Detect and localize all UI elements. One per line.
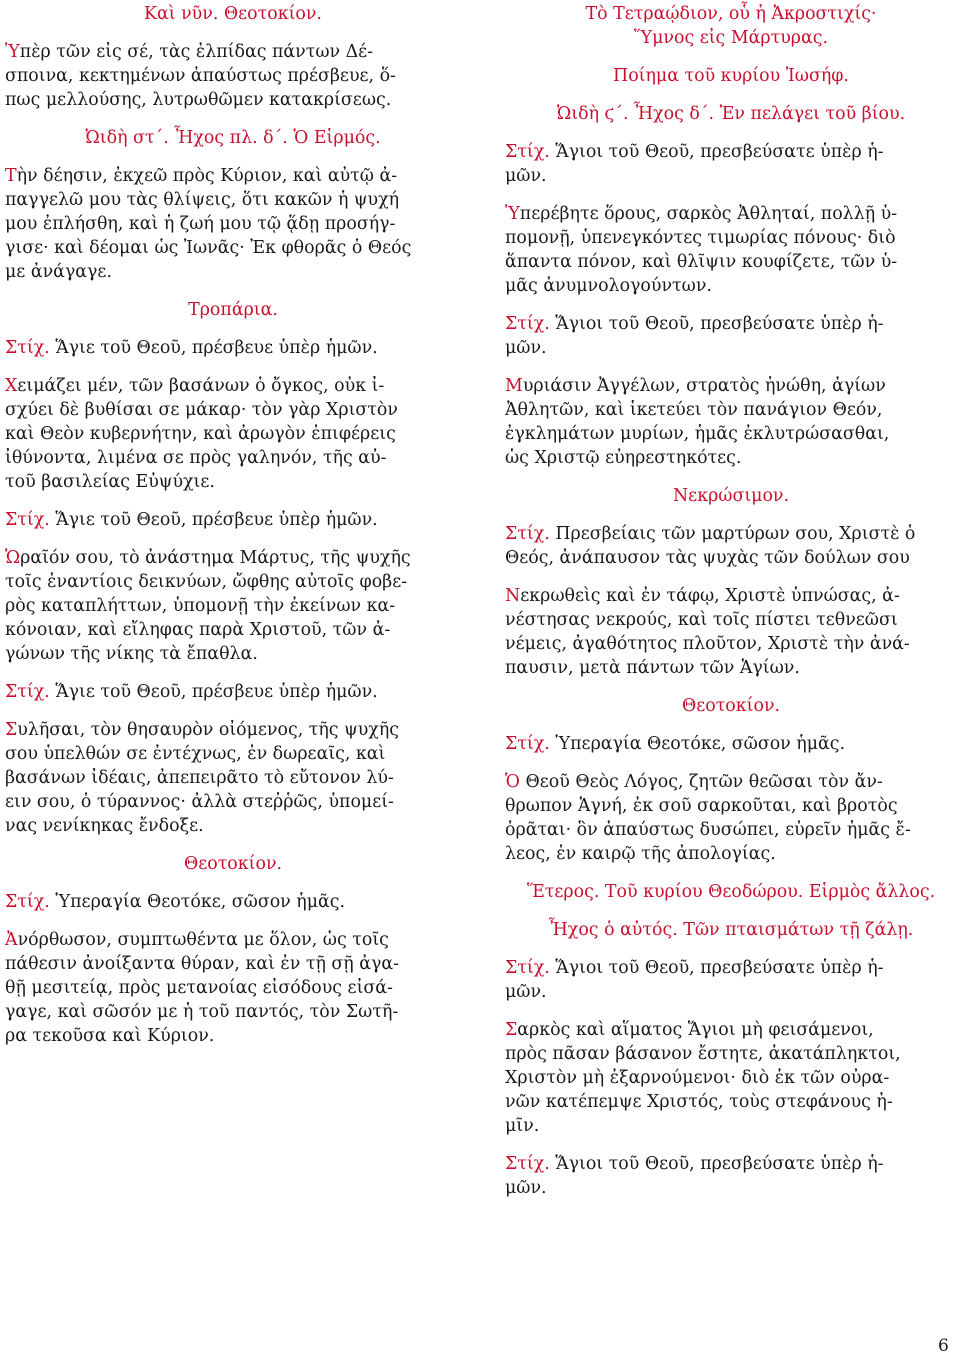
text-line	[505, 1114, 957, 1138]
text-line	[5, 718, 461, 742]
line-text: ὴν δέησιν, ἐκχεῶ πρὸς Κύριον, καὶ αὐτῷ ἀ-	[16, 166, 398, 186]
line-text: θρωπον Ἁγνή, ἐκ σοῦ σαρκοῦται, καὶ βροτὸς	[505, 796, 898, 816]
troparion-paragraph	[505, 202, 957, 298]
page-number: 6	[938, 1336, 949, 1356]
text-line	[5, 570, 461, 594]
stich-line	[505, 732, 957, 756]
line-text: πως μελλούσης, λυτρωθῶμεν κατακρίσεως.	[5, 90, 392, 110]
line-text: μῖν.	[505, 1116, 540, 1136]
line-text: τοῖς ἐναντίοις δεικνύων, ὤφθης αὐτοῖς φοβε-	[5, 572, 408, 592]
text-line	[5, 952, 461, 976]
text-line	[5, 790, 461, 814]
line-text: παγγελῶ μου τὰς θλίψεις, ὅτι κακῶν ἡ ψυχή	[5, 190, 400, 210]
section-heading	[505, 2, 957, 50]
stich-label: Στίχ.	[5, 892, 50, 912]
line-text: ἅπαντα πόνον, καὶ θλῖψιν κουφίζετε, τῶν ὑ-	[505, 252, 898, 272]
line-text: πομονῇ, ὑπενεγκόντες τιμωρίας πόνους· διὸ	[505, 228, 896, 248]
text-line	[505, 202, 957, 226]
text-line	[5, 928, 461, 952]
heading-line: Θεοτοκίον.	[681, 696, 781, 716]
text-line	[5, 212, 461, 236]
text-line	[505, 1018, 957, 1042]
line-text: βασάνων ἰδέαις, ἀπεπειρᾶτο τὸ εὔτονον λύ-	[5, 768, 394, 788]
stich-verse	[505, 522, 957, 570]
text-line	[5, 766, 461, 790]
line-text: λεος, ἐν καιρῷ τῆς ἀπολογίας.	[505, 844, 776, 864]
stich-verse	[5, 890, 461, 914]
line-text: εκρωθεὶς καὶ ἐν τάφῳ, Χριστὲ ὑπνώσας, ἀ-	[520, 586, 900, 606]
stich-label: Στίχ.	[505, 524, 550, 544]
text-line	[505, 608, 957, 632]
stich-label: Στίχ.	[505, 958, 550, 978]
text-line	[505, 818, 957, 842]
stich-text: μῶν.	[505, 338, 547, 358]
stich-label: Στίχ.	[5, 682, 50, 702]
text-line	[505, 842, 957, 866]
text-line	[505, 584, 957, 608]
text-line	[505, 274, 957, 298]
initial-letter: Σ	[5, 720, 18, 740]
text-line	[5, 742, 461, 766]
troparion-paragraph	[505, 374, 957, 470]
section-heading	[5, 852, 461, 876]
troparion-paragraph	[5, 164, 461, 284]
heading-line: Τροπάρια.	[188, 300, 278, 320]
troparion-paragraph	[5, 546, 461, 666]
text-line	[5, 398, 461, 422]
initial-letter: Ὑ	[505, 204, 520, 224]
text-line	[5, 618, 461, 642]
text-line	[5, 446, 461, 470]
text-line	[505, 1042, 957, 1066]
line-text: ειμάζει μέν, τῶν βασάνων ὁ ὄγκος, οὐκ ἰ-	[17, 376, 385, 396]
stich-line	[505, 1152, 957, 1176]
text-line	[5, 814, 461, 838]
line-text: Ἀθλητῶν, καὶ ἱκετεύει τὸν πανάγιον Θεόν,	[505, 400, 883, 420]
text-line	[5, 188, 461, 212]
line-text: γαγε, καὶ σῶσόν με ἡ τοῦ παντός, τὸν Σωτῆ-	[5, 1002, 399, 1022]
section-heading	[505, 484, 957, 508]
troparion-paragraph	[505, 1018, 957, 1138]
stich-line	[505, 956, 957, 980]
stich-label: Στίχ.	[505, 314, 550, 334]
line-text: μᾶς ἀνυμνολογούντων.	[505, 276, 712, 296]
text-line	[5, 164, 461, 188]
line-text: ὡς Χριστῷ εὐηρεστηκότες.	[505, 448, 742, 468]
text-line	[5, 88, 461, 112]
heading-line: Νεκρώσιμον.	[672, 486, 790, 506]
stich-line	[5, 680, 461, 704]
stich-text: Πρεσβείαις τῶν μαρτύρων σου, Χριστὲ ὁ	[549, 524, 916, 544]
line-text: πρὸς πᾶσαν βάσανον ἔστητε, ἀκατάπληκτοι,	[505, 1044, 901, 1064]
text-line	[505, 226, 957, 250]
stich-label: Στίχ.	[5, 338, 50, 358]
text-line	[5, 422, 461, 446]
heading-line: Θεοτοκίον.	[183, 854, 283, 874]
line-text: νόρθωσον, συμπτωθέντα με ὅλον, ὡς τοῖς	[17, 930, 389, 950]
troparion-paragraph	[5, 40, 461, 112]
text-line	[5, 40, 461, 64]
stich-line	[505, 522, 957, 546]
line-text: νῶν κατέπεμψε Χριστός, τοὺς στεφάνους ἡ-	[505, 1092, 893, 1112]
line-text: καὶ Θεὸν κυβερνήτην, καὶ ἀρωγὸν ἐπιφέρεις	[5, 424, 396, 444]
stich-text: μῶν.	[505, 166, 547, 186]
right-column	[505, 2, 957, 1200]
stich-text: Θεός, ἀνάπαυσον τὰς ψυχὰς τῶν δούλων σου	[505, 548, 910, 568]
text-line	[505, 1090, 957, 1114]
line-text: σου ὑπελθών σε ἐντέχνως, ἐν δωρεαῖς, καὶ	[5, 744, 386, 764]
text-line	[505, 398, 957, 422]
heading-line: Τὸ Τετραῴδιον, οὗ ἡ Ἀκροστιχίς·	[585, 4, 877, 24]
line-text: σποινα, κεκτημένων ἀπαύστως πρέσβευε, ὅ-	[5, 66, 396, 86]
stich-verse	[5, 680, 461, 704]
initial-letter: Τ	[5, 166, 17, 186]
line-text: θῇ μεσιτείᾳ, πρὸς μετανοίας εἰσόδους εἰσά-	[5, 978, 393, 998]
heading-line: Ὕμνος εἰς Μάρτυρας.	[633, 28, 829, 48]
line-text: γισε· καὶ δέομαι ὡς Ἰωνᾶς· Ἐκ φθορᾶς ὁ Θεός	[5, 238, 412, 258]
stich-text: Ἅγιε τοῦ Θεοῦ, πρέσβευε ὑπὲρ ἡμῶν.	[49, 510, 378, 530]
text-line	[505, 656, 957, 680]
stich-text: Ἅγιε τοῦ Θεοῦ, πρέσβευε ὑπὲρ ἡμῶν.	[49, 682, 378, 702]
troparion-paragraph	[5, 718, 461, 838]
text-line	[5, 546, 461, 570]
stich-verse	[505, 1152, 957, 1200]
text-line	[505, 446, 957, 470]
section-heading	[505, 64, 957, 88]
text-line	[5, 594, 461, 618]
heading-line: Καὶ νῦν. Θεοτοκίον.	[144, 4, 322, 24]
stich-line	[5, 508, 461, 532]
text-line	[5, 470, 461, 494]
text-line	[505, 250, 957, 274]
heading-line: Ἕτερος. Τοῦ κυρίου Θεοδώρου. Εἱρμὸς ἄλλος.	[526, 882, 936, 902]
stich-verse	[505, 956, 957, 1004]
line-text: σχύει δὲ βυθίσαι σε μάκαρ· τὸν γὰρ Χριστὸν	[5, 400, 398, 420]
section-heading	[505, 694, 957, 718]
line-text: ραῖόν σου, τὸ ἀνάστημα Μάρτυς, τῆς ψυχῆς	[20, 548, 411, 568]
left-column	[5, 2, 461, 1048]
stich-line	[505, 312, 957, 336]
text-line	[5, 1000, 461, 1024]
text-line	[5, 236, 461, 260]
stich-verse	[505, 732, 957, 756]
stich-text: Ἅγιοι τοῦ Θεοῦ, πρεσβεύσατε ὑπὲρ ἡ-	[549, 142, 884, 162]
line-text: κόνοιαν, καὶ εἴληφας παρὰ Χριστοῦ, τῶν ἀ-	[5, 620, 391, 640]
stich-label: Στίχ.	[505, 734, 550, 754]
text-line	[5, 260, 461, 284]
line-text: νέστησας νεκρούς, καὶ τοῖς πίστει τεθνεῶσι	[505, 610, 898, 630]
stich-line	[5, 336, 461, 360]
initial-letter: Ὡ	[5, 548, 21, 568]
initial-letter: Μ	[505, 376, 523, 396]
text-line	[505, 422, 957, 446]
stich-line	[505, 546, 957, 570]
line-text: ρὸς καταπλήττων, ὑπομονῇ τὴν ἐκείνων κα-	[5, 596, 396, 616]
line-text: ρα τεκοῦσα καὶ Κύριον.	[5, 1026, 215, 1046]
text-line	[505, 794, 957, 818]
line-text: ὁρᾶται· ὃν ἀπαύστως δυσώπει, εὑρεῖν ἡμᾶς ἔ-	[505, 820, 911, 840]
text-line	[5, 642, 461, 666]
section-heading	[505, 102, 957, 126]
line-text: Χριστὸν μὴ ἐξαρνούμενοι· διὸ ἐκ τῶν οὐρα-	[505, 1068, 890, 1088]
stich-label: Στίχ.	[5, 510, 50, 530]
troparion-paragraph	[505, 770, 957, 866]
stich-line	[505, 1176, 957, 1200]
stich-verse	[5, 336, 461, 360]
stich-text: Ἅγιε τοῦ Θεοῦ, πρέσβευε ὑπὲρ ἡμῶν.	[49, 338, 378, 358]
line-text: με ἀνάγαγε.	[5, 262, 112, 282]
line-text: μου ἐπλήσθη, καὶ ἡ ζωή μου τῷ ᾅδῃ προσήγ-	[5, 214, 396, 234]
section-heading	[5, 298, 461, 322]
line-text: υριάσιν Ἀγγέλων, στρατὸς ἡνώθη, ἁγίων	[522, 376, 886, 396]
stich-text: Ἅγιοι τοῦ Θεοῦ, πρεσβεύσατε ὑπὲρ ἡ-	[549, 958, 884, 978]
initial-letter: Ὁ	[505, 772, 520, 792]
line-text: υλῆσαι, τὸν θησαυρὸν οἰόμενος, τῆς ψυχῆς	[17, 720, 399, 740]
stich-line	[505, 980, 957, 1004]
line-text: παυσιν, μετὰ πάντων τῶν Ἁγίων.	[505, 658, 800, 678]
stich-verse	[505, 312, 957, 360]
stich-verse	[5, 508, 461, 532]
text-line	[505, 632, 957, 656]
line-text: γώνων τῆς νίκης τὰ ἔπαθλα.	[5, 644, 258, 664]
initial-letter: Ἀ	[5, 930, 18, 950]
stich-line	[505, 140, 957, 164]
troparion-paragraph	[505, 584, 957, 680]
heading-line: Ὠιδὴ στ΄. Ἦχος πλ. δ΄. Ὁ Εἱρμός.	[85, 128, 381, 148]
line-text: νας νενίκηκας ἔνδοξε.	[5, 816, 204, 836]
text-line	[505, 770, 957, 794]
line-text: Θεοῦ Θεὸς Λόγος, ζητῶν θεῶσαι τὸν ἄν-	[519, 772, 883, 792]
text-line	[505, 374, 957, 398]
initial-letter: Χ	[5, 376, 18, 396]
stich-text: μῶν.	[505, 1178, 547, 1198]
line-text: ἐγκλημάτων μυρίων, ἡμᾶς ἐκλυτρώσασθαι,	[505, 424, 890, 444]
stich-verse	[505, 140, 957, 188]
stich-line	[505, 164, 957, 188]
line-text: νέμεις, ἀγαθότητος πλοῦτον, Χριστὲ τὴν ἀνά-	[505, 634, 910, 654]
text-line	[505, 1066, 957, 1090]
initial-letter: Ὑ	[5, 42, 20, 62]
heading-line: Ποίημα τοῦ κυρίου Ἰωσήφ.	[613, 66, 849, 86]
heading-line: Ἦχος ὁ αὐτός. Τῶν πταισμάτων τῇ ζάλῃ.	[548, 920, 914, 940]
section-heading	[5, 2, 461, 26]
stich-line	[505, 336, 957, 360]
text-line	[5, 374, 461, 398]
line-text: περέβητε ὅρους, σαρκὸς Ἀθληταί, πολλῇ ὑ-	[519, 204, 898, 224]
text-line	[5, 64, 461, 88]
stich-text: Ἅγιοι τοῦ Θεοῦ, πρεσβεύσατε ὑπὲρ ἡ-	[549, 1154, 884, 1174]
stich-line	[5, 890, 461, 914]
section-heading	[505, 880, 957, 904]
line-text: αρκὸς καὶ αἵματος Ἅγιοι μὴ φεισάμενοι,	[517, 1020, 874, 1040]
text-line	[5, 1024, 461, 1048]
troparion-paragraph	[5, 928, 461, 1048]
text-line	[5, 976, 461, 1000]
stich-text: Ὑπεραγία Θεοτόκε, σῶσον ἡμᾶς.	[49, 892, 346, 912]
section-heading	[5, 126, 461, 150]
stich-label: Στίχ.	[505, 1154, 550, 1174]
stich-text: Ὑπεραγία Θεοτόκε, σῶσον ἡμᾶς.	[549, 734, 846, 754]
line-text: πάθεσιν ἀνοίξαντα θύραν, καὶ ἐν τῇ σῇ ἀγα-	[5, 954, 400, 974]
troparion-paragraph	[5, 374, 461, 494]
section-heading	[505, 918, 957, 942]
stich-text: Ἅγιοι τοῦ Θεοῦ, πρεσβεύσατε ὑπὲρ ἡ-	[549, 314, 884, 334]
stich-label: Στίχ.	[505, 142, 550, 162]
heading-line: Ὠιδὴ ϛ΄. Ἦχος δ΄. Ἐν πελάγει τοῦ βίου.	[556, 104, 906, 124]
line-text: ειν σου, ὁ τύραννος· ἀλλὰ στεῤῥῶς, ὑπομεί-	[5, 792, 394, 812]
line-text: ἰθύνοντα, λιμένα σε πρὸς γαληνόν, τῆς αὐ-	[5, 448, 387, 468]
line-text: πὲρ τῶν εἰς σέ, τὰς ἐλπίδας πάντων Δέ-	[19, 42, 374, 62]
line-text: τοῦ βασιλείας Εὐψύχιε.	[5, 472, 215, 492]
initial-letter: Σ	[505, 1020, 518, 1040]
stich-text: μῶν.	[505, 982, 547, 1002]
initial-letter: Ν	[505, 586, 521, 606]
